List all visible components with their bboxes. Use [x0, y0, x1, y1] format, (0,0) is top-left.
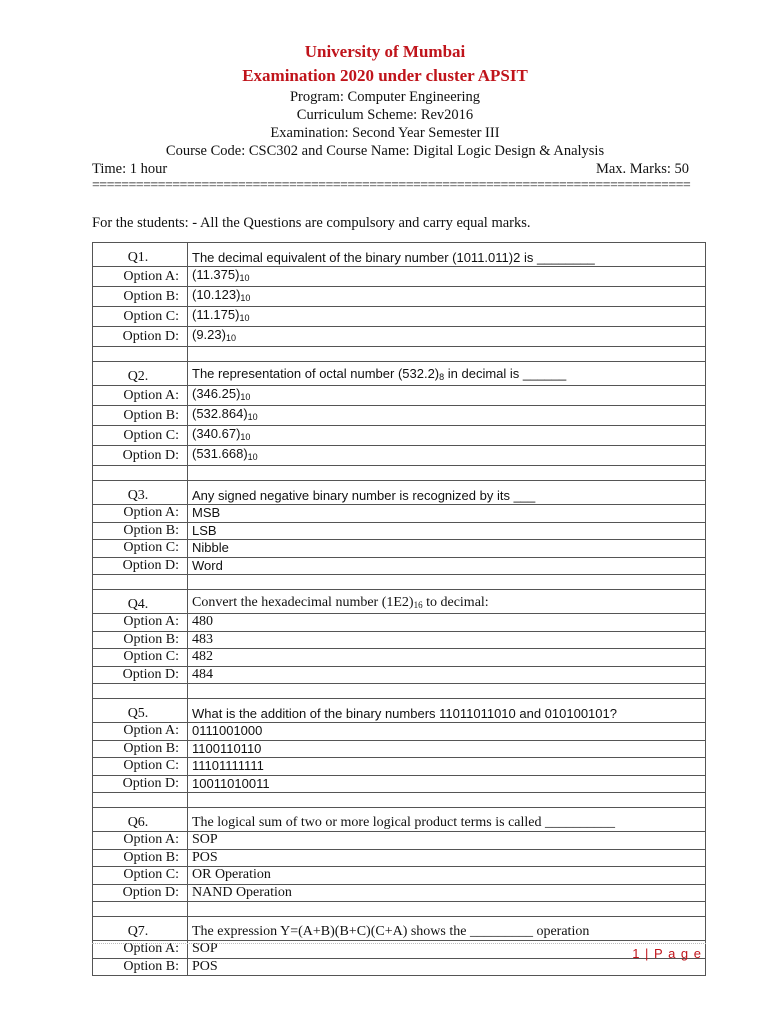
question-row: [93, 243, 706, 267]
spacer-row: [93, 902, 706, 917]
option-value-text: 11101111111: [192, 758, 264, 774]
option-label: Option C:: [93, 307, 188, 327]
question-number: Q1.: [93, 243, 188, 267]
instructions-text: For the students: - All the Questions are compulsory and carry equal marks.: [92, 215, 531, 231]
option-label: Option C:: [93, 758, 188, 776]
option-row: [93, 723, 706, 741]
option-row: [93, 832, 706, 850]
option-value-subscript: 10: [240, 293, 251, 303]
option-value-subscript: 10: [225, 333, 236, 343]
footer-divider: [92, 943, 706, 944]
option-value-subscript: 10: [240, 432, 251, 442]
spacer-row: [93, 575, 706, 590]
option-value-text: 480: [192, 614, 213, 630]
option-label: Option D:: [93, 446, 188, 466]
question-row: [93, 362, 706, 386]
option-value: [188, 666, 706, 684]
question-number: Q6.: [93, 808, 188, 832]
option-value-text: OR Operation: [192, 867, 271, 883]
option-row: [93, 740, 706, 758]
time-label: Time: 1 hour: [92, 161, 168, 177]
option-label: Option B:: [93, 958, 188, 976]
option-row: [93, 867, 706, 885]
option-label: Option D:: [93, 327, 188, 347]
question-text: [188, 362, 706, 386]
option-value-text: Word: [192, 557, 223, 573]
option-value-text: (11.375): [192, 267, 240, 282]
option-value: [188, 614, 706, 632]
course-line: Course Code: CSC302 and Course Name: Digital Logic Design & Analysis: [165, 143, 605, 159]
option-label: Option C:: [93, 867, 188, 885]
option-value-subscript: 10: [239, 313, 250, 323]
question-text: The decimal equivalent of the binary number (1011.011)2 is ________: [188, 243, 706, 267]
exam-title: Examination 2020 under cluster APSIT: [242, 66, 528, 85]
spacer-cell: [93, 575, 188, 590]
option-value-text: 10011010011: [192, 775, 270, 791]
spacer-row: [93, 347, 706, 362]
option-value-text: 483: [192, 631, 213, 647]
option-value-text: (531.668): [192, 446, 248, 461]
option-row: [93, 446, 706, 466]
option-value: [188, 832, 706, 850]
option-row: [93, 775, 706, 793]
page-number: 1 | P a g e: [632, 946, 702, 961]
spacer-cell: [93, 793, 188, 808]
separator-rule: ==================================================================================: [92, 178, 691, 193]
option-value-text: (9.23): [192, 327, 226, 342]
question-text-part: in decimal is ______: [444, 366, 567, 381]
option-value-text: POS: [192, 849, 218, 865]
question-row: [93, 481, 706, 505]
option-value-text: NAND Operation: [192, 884, 292, 900]
spacer-cell: [188, 575, 706, 590]
option-label: Option B:: [93, 849, 188, 867]
option-label: Option D:: [93, 884, 188, 902]
option-label: Option B:: [93, 406, 188, 426]
spacer-cell: [188, 684, 706, 699]
option-row: [93, 426, 706, 446]
question-text: [188, 590, 706, 614]
option-label: Option A:: [93, 832, 188, 850]
option-value-text: SOP: [192, 832, 218, 848]
question-row: [93, 808, 706, 832]
option-label: Option A:: [93, 614, 188, 632]
option-row: [93, 540, 706, 558]
question-number: Q7.: [93, 917, 188, 941]
option-row: [93, 522, 706, 540]
option-value: [188, 267, 706, 287]
question-text: Any signed negative binary number is recognized by its ___: [188, 481, 706, 505]
option-row: [93, 287, 706, 307]
option-row: [93, 406, 706, 426]
option-value: [188, 307, 706, 327]
option-row: [93, 267, 706, 287]
option-value: [188, 884, 706, 902]
option-value-text: 0111001000: [192, 723, 263, 739]
option-value-text: (10.123): [192, 287, 241, 302]
option-value: [188, 505, 706, 523]
option-label: Option C:: [93, 540, 188, 558]
question-text-part: to decimal:: [422, 595, 489, 610]
option-value: [188, 849, 706, 867]
option-value-text: POS: [192, 958, 218, 974]
question-text-part: Convert the hexadecimal number (1E2): [192, 595, 414, 610]
option-value-text: (340.67): [192, 426, 241, 441]
option-label: Option D:: [93, 557, 188, 575]
spacer-cell: [93, 466, 188, 481]
spacer-cell: [188, 902, 706, 917]
spacer-cell: [188, 793, 706, 808]
examination-line: Examination: Second Year Semester III: [270, 125, 500, 141]
option-value: [188, 758, 706, 776]
time-marks-row: [92, 161, 689, 178]
question-row: [93, 699, 706, 723]
option-value-text: 1100110110: [192, 740, 262, 756]
option-value: [188, 631, 706, 649]
option-row: [93, 631, 706, 649]
option-value-text: SOP: [192, 941, 218, 957]
option-value-text: (532.864): [192, 406, 248, 421]
option-value-text: 482: [192, 649, 213, 665]
option-value-text: (11.175): [192, 307, 240, 322]
question-text: What is the addition of the binary numbers 11011011010 and 010100101?: [188, 699, 706, 723]
question-number: Q5.: [93, 699, 188, 723]
spacer-cell: [93, 347, 188, 362]
spacer-cell: [188, 466, 706, 481]
option-row: [93, 557, 706, 575]
option-label: Option B:: [93, 740, 188, 758]
question-row: [93, 590, 706, 614]
option-value: [188, 649, 706, 667]
option-value: [188, 426, 706, 446]
question-number: Q3.: [93, 481, 188, 505]
option-value-text: 484: [192, 666, 213, 682]
question-text-subscript: 8: [439, 372, 445, 382]
option-row: [93, 386, 706, 406]
option-label: Option B:: [93, 287, 188, 307]
option-row: [93, 327, 706, 347]
option-value: [188, 557, 706, 575]
option-value-subscript: 10: [247, 452, 258, 462]
spacer-row: [93, 684, 706, 699]
option-row: [93, 614, 706, 632]
spacer-row: [93, 466, 706, 481]
question-text: The expression Y=(A+B)(B+C)(C+A) shows the _________ operation: [188, 917, 706, 941]
option-value-text: MSB: [192, 505, 221, 521]
spacer-cell: [188, 347, 706, 362]
option-label: Option A:: [93, 941, 188, 959]
question-text-part: The representation of octal number (532.2): [192, 366, 440, 381]
option-value: [188, 867, 706, 885]
option-label: Option A:: [93, 723, 188, 741]
option-label: Option C:: [93, 649, 188, 667]
option-label: Option B:: [93, 522, 188, 540]
option-row: [93, 649, 706, 667]
option-label: Option D:: [93, 666, 188, 684]
option-value: [188, 446, 706, 466]
option-label: Option A:: [93, 386, 188, 406]
spacer-cell: [93, 684, 188, 699]
question-row: [93, 917, 706, 941]
spacer-row: [93, 793, 706, 808]
max-marks-label: Max. Marks: 50: [595, 161, 689, 177]
option-value: [188, 386, 706, 406]
option-value-text: LSB: [192, 522, 217, 538]
option-row: [93, 849, 706, 867]
option-value-text: Nibble: [192, 540, 229, 556]
option-row: [93, 666, 706, 684]
questions-table: [92, 242, 706, 976]
spacer-cell: [93, 902, 188, 917]
option-row: [93, 884, 706, 902]
option-label: Option A:: [93, 267, 188, 287]
question-text: The logical sum of two or more logical product terms is called __________: [188, 808, 706, 832]
option-value: [188, 522, 706, 540]
university-title: University of Mumbai: [304, 42, 466, 61]
question-text-subscript: 16: [413, 600, 423, 610]
option-value: [188, 723, 706, 741]
option-value: [188, 540, 706, 558]
option-value-text: (346.25): [192, 386, 241, 401]
option-value: [188, 287, 706, 307]
option-value: [188, 740, 706, 758]
question-number: Q2.: [93, 362, 188, 386]
option-value-subscript: 10: [247, 412, 258, 422]
question-number: Q4.: [93, 590, 188, 614]
option-value-subscript: 10: [239, 273, 250, 283]
option-label: Option C:: [93, 426, 188, 446]
option-value: [188, 958, 706, 976]
option-row: [93, 958, 706, 976]
program-line: Program: Computer Engineering: [289, 89, 481, 105]
option-label: Option B:: [93, 631, 188, 649]
option-value: [188, 775, 706, 793]
option-value: [188, 406, 706, 426]
option-row: [93, 307, 706, 327]
option-label: Option A:: [93, 505, 188, 523]
scheme-line: Curriculum Scheme: Rev2016: [296, 107, 474, 123]
option-row: [93, 505, 706, 523]
option-value-subscript: 10: [240, 392, 251, 402]
option-label: Option D:: [93, 775, 188, 793]
option-value: [188, 327, 706, 347]
option-row: [93, 758, 706, 776]
